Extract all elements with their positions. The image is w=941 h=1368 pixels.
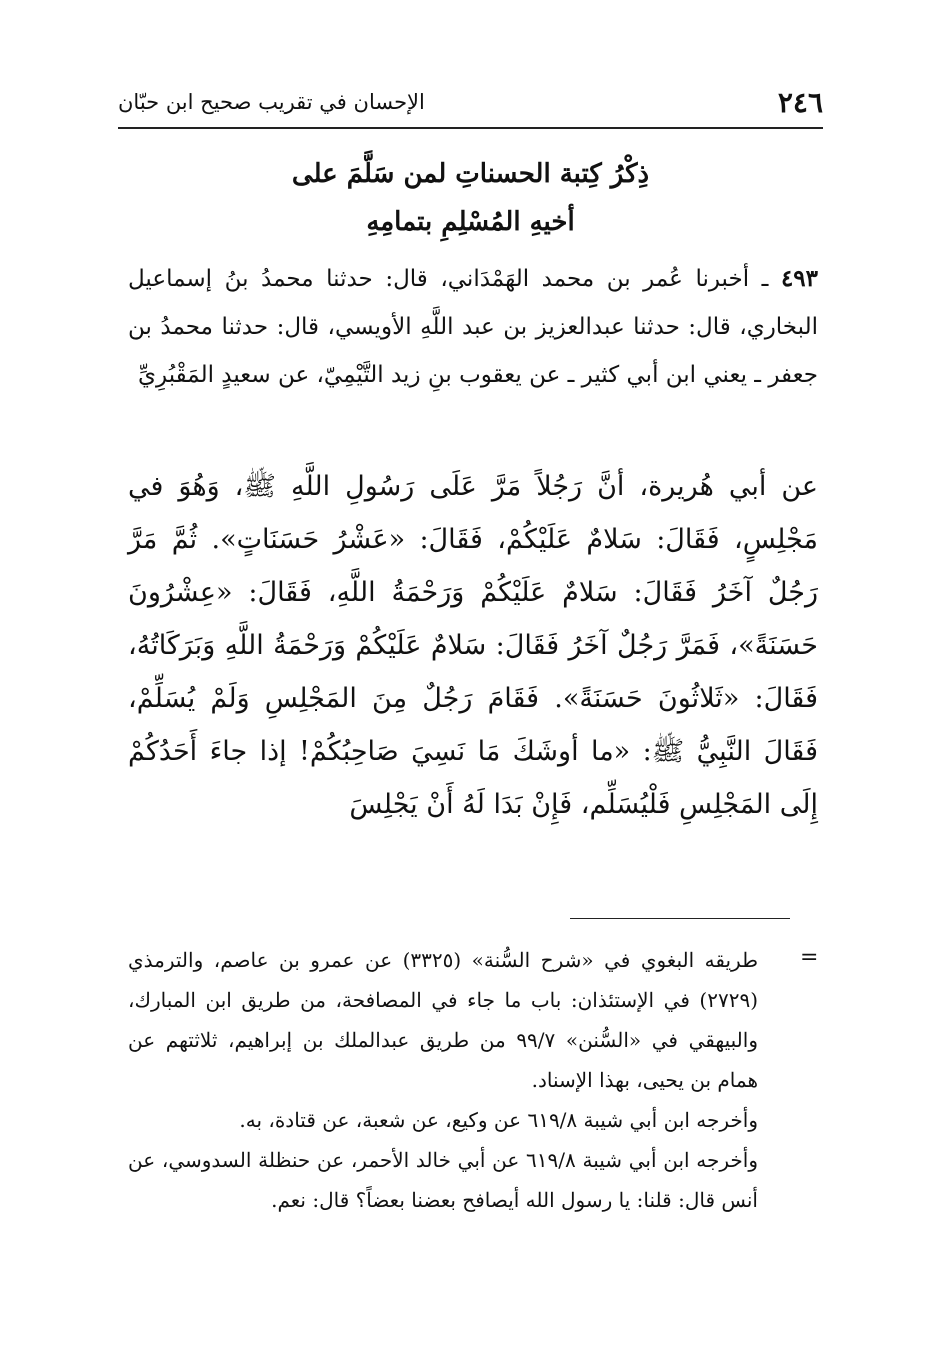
footnote-paragraph-1: طريقه البغوي في «شرح السُّنة» (٣٣٢٥) عن عمرو بن عاصم، والترمذي (٢٧٢٩) في الإستئذان: باب ما جاء في المصافحة، من طريق ابن المبارك، والبيهقي في «السُّنن» ٩٩/٧ من طريق عبدالملك بن إبراهيم، ثلاثتهم عن همام بن يحيى، بهذا الإسناد. [128, 948, 758, 1092]
header-rule [118, 127, 823, 129]
footnotes [128, 940, 758, 1220]
isnad-text: ـ أخبرنا عُمر بن محمد الهَمْدَاني، قال: حدثنا محمدُ بنُ إسماعيل البخاري، قال: حدثنا عبدالعزيز بن عبد اللَّهِ الأويسي، قال: حدثنا محمدُ بن جعفر ـ يعني ابن أبي كثير ـ عن يعقوب بنِ زيد التَّيْمِيّ، عن سعيدٍ المَقْبُرِيِّ [128, 266, 818, 388]
footnote-paragraph-2: وأخرجه ابن أبي شيبة ٦١٩/٨ عن وكيع، عن شعبة، عن قتادة، به. [239, 1108, 758, 1132]
section-title-line-2: أخيهِ المُسْلِمِ بتمامِهِ [366, 207, 575, 237]
section-title [118, 150, 823, 246]
page-header [118, 82, 823, 122]
hadith-number: ٤٩٣ [780, 265, 818, 292]
footnote-rule [570, 918, 790, 919]
page-number: ٢٤٦ [777, 85, 823, 119]
footnote-continuation-mark: = [800, 945, 819, 970]
hadith-isnad [128, 255, 818, 399]
running-title: الإحسان في تقريب صحيح ابن حبّان [118, 90, 425, 114]
section-title-line-1: ذِكْرُ كِتبة الحسناتِ لمن سَلَّمَ على [291, 159, 650, 189]
footnote-paragraph-3: وأخرجه ابن أبي شيبة ٦١٩/٨ عن أبي خالد الأحمر، عن حنظلة السدوسي، عن أنس قال: قلنا: يا رسول الله أيصافح بعضنا بعضاً؟ قال: نعم. [128, 1148, 758, 1212]
hadith-matn: عن أبي هُريرة، أنَّ رَجُلاً مَرَّ عَلَى رَسُولِ اللَّهِ ﷺ، وَهُوَ في مَجْلِسٍ، فَقَالَ: سَلامٌ عَلَيْكُمْ، فَقَالَ: «عَشْرُ حَسَنَاتٍ». ثُمَّ مَرَّ رَجُلٌ آخَرُ فَقَالَ: سَلامٌ عَلَيْكُمْ وَرَحْمَةُ اللَّهِ، فَقَالَ: «عِشْرُونَ حَسَنَةً»، فَمَرَّ رَجُلٌ آخَرُ فَقَالَ: سَلامٌ عَلَيْكُمْ وَرَحْمَةُ اللَّهِ وَبَرَكَاتُهُ، فَقَالَ: «ثَلاثُونَ حَسَنَةً». فَقَامَ رَجُلٌ مِنَ المَجْلِسِ وَلَمْ يُسَلِّمْ، فَقَالَ النَّبِيُّ ﷺ: «ما أوشَكَ مَا نَسِيَ صَاحِبُكُمْ! إذا جاءَ أَحَدُكُمْ إِلَى المَجْلِسِ فَلْيُسَلِّم، فَإِنْ بَدَا لَهُ أَنْ يَجْلِسَ [128, 471, 818, 820]
